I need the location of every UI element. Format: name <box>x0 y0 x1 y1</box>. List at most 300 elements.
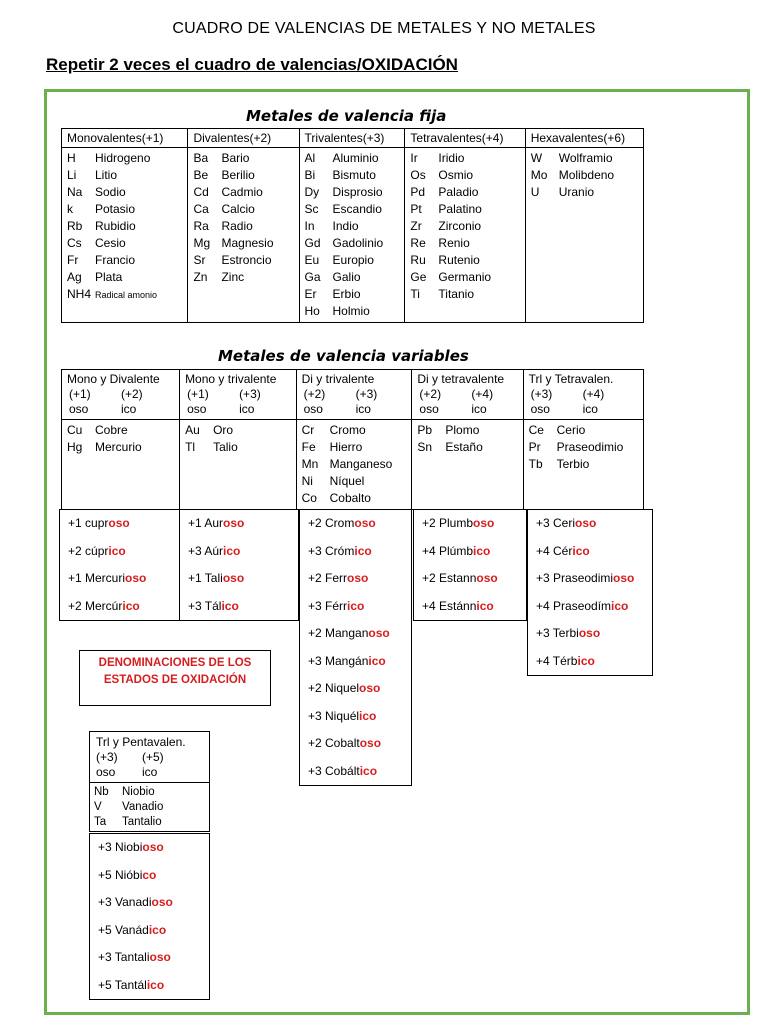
element-entry <box>90 785 209 800</box>
element-symbol: Mo <box>530 168 548 182</box>
element-symbol: Ti <box>410 287 420 301</box>
variables-table <box>61 369 644 510</box>
element-symbol: Cr <box>301 423 315 437</box>
element-symbol: Ge <box>410 270 427 284</box>
element-symbol: Er <box>304 287 317 301</box>
element-name: Cobalto <box>329 491 371 505</box>
fija-header: Divalentes(+2) <box>188 129 299 148</box>
element-entry <box>67 167 182 184</box>
element-name: Osmio <box>438 168 474 182</box>
oxidation-state <box>60 538 179 566</box>
fija-header: Monovalentes(+1) <box>62 129 188 148</box>
denominaciones-line: ESTADOS DE OXIDACIÓN <box>103 674 247 686</box>
element-name: Gadolinio <box>332 236 384 250</box>
fija-col <box>525 148 643 323</box>
variables-h2b: (+3) <box>239 387 261 401</box>
element-name: Niobio <box>122 786 155 798</box>
element-symbol: Mn <box>301 457 319 471</box>
element-symbol: Sr <box>193 253 206 267</box>
oxidation-stem: +2 Mangan <box>308 626 369 640</box>
element-symbol: Ca <box>193 202 209 216</box>
element-symbol: Cs <box>67 236 82 250</box>
penta-h2a: (+3) <box>96 750 118 764</box>
penta-h1: Trl y Pentavalen. <box>96 735 186 749</box>
oxidation-state <box>300 758 411 786</box>
element-symbol: Cu <box>67 423 83 437</box>
variables-h1: Mono y Divalente <box>67 372 160 386</box>
element-symbol: Al <box>304 151 316 165</box>
variables-h3b: ico <box>582 402 598 416</box>
element-symbol: Cd <box>193 185 209 199</box>
element-symbol: Co <box>301 491 317 505</box>
penta-h2b: (+5) <box>142 750 164 764</box>
oxidation-state <box>90 834 209 862</box>
oxidation-stem: +2 Cobalt <box>308 736 360 750</box>
oxidation-state <box>180 565 298 593</box>
doc-subtitle: Repetir 2 veces el cuadro de valencias/OXIDACIÓN <box>46 55 458 74</box>
element-symbol: Mg <box>193 236 211 250</box>
variables-h3 <box>302 402 407 417</box>
oxidation-stem: +3 Tál <box>188 598 222 613</box>
penta-h3a: oso <box>96 765 116 779</box>
element-symbol: Ba <box>193 151 209 165</box>
element-name: Praseodimio <box>556 440 624 454</box>
element-entry <box>67 218 182 235</box>
oxidation-stem: +5 Tantál <box>98 977 147 992</box>
element-name: Indio <box>332 219 359 233</box>
oxidation-stem: +3 Tantali <box>98 950 150 964</box>
oxidation-suffix: oso <box>613 571 635 585</box>
element-name: Rutenio <box>438 253 480 267</box>
oxidation-stem: +2 Estann <box>422 571 477 585</box>
element-name: Wolframio <box>558 151 613 165</box>
element-symbol: Ce <box>528 423 544 437</box>
variables-header <box>62 370 180 420</box>
variables-h1: Di y trivalente <box>301 372 375 386</box>
element-name: Zirconio <box>438 219 482 233</box>
element-name: Níquel <box>329 474 365 488</box>
oxidation-box-2 <box>179 509 299 621</box>
oxidation-suffix: oso <box>476 571 498 585</box>
element-symbol: Ra <box>193 219 209 233</box>
oxidation-state <box>60 510 179 538</box>
element-symbol: Nb <box>94 786 109 798</box>
oxidation-suffix: oso <box>108 516 130 530</box>
element-name: Aluminio <box>332 151 379 165</box>
element-name: Disprosio <box>332 185 383 199</box>
element-name: Paladio <box>438 185 479 199</box>
oxidation-stem: +2 Niquel <box>308 681 360 695</box>
penta-h3 <box>90 765 209 780</box>
oxidation-state <box>90 862 209 890</box>
element-symbol: Ir <box>410 151 418 165</box>
oxidation-suffix: oso <box>368 626 390 640</box>
element-name: Talio <box>213 440 238 454</box>
variables-h3a: oso <box>530 402 550 416</box>
element-entry <box>67 150 182 167</box>
oxidation-stem: +4 Plúmb <box>422 543 474 558</box>
element-entry <box>67 439 174 456</box>
fija-table <box>61 128 644 323</box>
oxidation-suffix: ico <box>611 598 629 613</box>
element-name: Escandio <box>332 202 382 216</box>
element-name: Tantalio <box>122 816 162 828</box>
element-symbol: Os <box>410 168 426 182</box>
variables-h3 <box>417 402 517 417</box>
variables-h2a: (+2) <box>419 387 442 401</box>
element-symbol: Zn <box>193 270 208 284</box>
oxidation-state <box>528 538 652 566</box>
element-entry <box>302 473 407 490</box>
element-entry <box>302 456 407 473</box>
element-name: Holmio <box>332 304 370 318</box>
element-symbol: Fr <box>67 253 79 267</box>
element-symbol: Gd <box>304 236 321 250</box>
fija-header: Hexavalentes(+6) <box>525 129 643 148</box>
oxidation-state <box>60 593 179 621</box>
element-entry <box>410 184 519 201</box>
oxidation-state <box>414 538 526 566</box>
variables-h3 <box>529 402 638 417</box>
element-name: Hidrogeno <box>95 151 151 165</box>
oxidation-box-4 <box>413 509 527 621</box>
element-entry <box>193 150 293 167</box>
variables-h2a: (+3) <box>530 387 553 401</box>
oxidation-state <box>414 593 526 621</box>
element-entry <box>305 167 400 184</box>
element-name: Cobre <box>95 423 128 437</box>
variables-h2a: (+2) <box>303 387 326 401</box>
oxidation-suffix: oso <box>354 516 376 530</box>
element-name: Zinc <box>221 270 245 284</box>
element-entry <box>67 286 182 303</box>
variables-h2 <box>417 387 517 402</box>
fija-col <box>299 148 405 323</box>
fija-title: Metales de valencia fija <box>246 107 447 125</box>
element-symbol: Na <box>67 185 83 199</box>
oxidation-suffix: oso <box>222 571 245 585</box>
variables-h2 <box>529 387 638 402</box>
element-entry <box>410 235 519 252</box>
oxidation-stem: +2 Plumb <box>422 516 474 530</box>
fija-col <box>405 148 525 323</box>
variables-h2a: (+1) <box>69 387 91 401</box>
element-entry <box>305 150 400 167</box>
element-entry <box>193 184 293 201</box>
element-entry <box>410 167 519 184</box>
oxidation-stem: +4 Térb <box>536 653 578 668</box>
penta-h2 <box>90 750 209 765</box>
element-name: Litio <box>95 168 118 182</box>
variables-h2a: (+1) <box>187 387 209 401</box>
element-name: Cerio <box>556 423 586 437</box>
oxidation-suffix: ico <box>221 598 239 613</box>
element-symbol: Eu <box>304 253 320 267</box>
denominaciones-box <box>79 650 271 706</box>
oxidation-state <box>528 648 652 676</box>
element-entry <box>305 218 400 235</box>
element-name: Bismuto <box>332 168 376 182</box>
element-symbol: Ag <box>67 270 82 284</box>
variables-col <box>62 420 180 510</box>
element-entry <box>305 184 400 201</box>
denominaciones-line: DENOMINACIONES DE LOS <box>98 657 252 669</box>
oxidation-suffix: oso <box>149 950 171 964</box>
variables-header <box>523 370 643 420</box>
oxidation-suffix: ico <box>347 598 365 613</box>
element-symbol: W <box>530 151 543 165</box>
variables-h3a: oso <box>419 402 439 416</box>
element-name: Calcio <box>221 202 255 216</box>
element-entry <box>90 800 209 815</box>
element-entry <box>193 235 293 252</box>
element-name: Radical amonio <box>95 290 158 300</box>
element-symbol: V <box>94 801 102 813</box>
element-symbol: Sc <box>304 202 319 216</box>
fija-header: Trivalentes(+3) <box>299 129 405 148</box>
element-entry <box>193 167 293 184</box>
oxidation-stem: +3 Niobi <box>98 840 143 854</box>
element-symbol: Tb <box>528 457 543 471</box>
oxidation-state <box>528 620 652 648</box>
element-entry <box>185 422 291 439</box>
element-name: Germanio <box>438 270 492 284</box>
element-name: Titanio <box>438 287 474 301</box>
oxidation-stem: +4 Estánn <box>422 598 477 613</box>
oxidation-suffix: ico <box>122 598 140 613</box>
variables-title: Metales de valencia variables <box>218 347 469 365</box>
element-entry <box>185 439 291 456</box>
oxidation-suffix: ico <box>359 708 377 723</box>
element-name: Berilio <box>221 168 255 182</box>
element-symbol: Ru <box>410 253 426 267</box>
oxidation-suffix: oso <box>575 516 597 530</box>
element-symbol: Pb <box>417 423 433 437</box>
variables-h1: Trl y Tetravalen. <box>528 372 614 386</box>
element-name: Molibdeno <box>558 168 615 182</box>
oxidation-stem: +3 Vanadi <box>98 895 152 909</box>
oxidation-stem: +3 Aúr <box>188 543 224 558</box>
oxidation-stem: +1 Aur <box>188 516 224 530</box>
oxidation-state <box>300 703 411 731</box>
variables-header <box>296 370 412 420</box>
oxidation-suffix: ico <box>146 977 165 992</box>
oxidation-stem: +5 Vanád <box>98 922 149 937</box>
variables-col <box>296 420 412 510</box>
oxidation-state <box>90 889 209 917</box>
oxidation-suffix: oso <box>142 840 164 854</box>
oxidation-suffix: ico <box>476 598 494 613</box>
element-symbol: Tl <box>185 440 196 454</box>
element-symbol: Hg <box>67 440 83 454</box>
variables-h3b: ico <box>471 402 487 416</box>
element-symbol: Pt <box>410 202 422 216</box>
element-symbol: k <box>67 202 73 216</box>
oxidation-suffix: oso <box>359 736 382 750</box>
element-symbol: NH4 <box>67 287 92 301</box>
element-name: Terbio <box>556 457 590 471</box>
element-symbol: Re <box>410 236 426 250</box>
element-entry <box>531 150 638 167</box>
element-name: Europio <box>332 253 374 267</box>
oxidation-stem: +3 Mangán <box>308 653 369 668</box>
element-name: Bario <box>221 151 250 165</box>
oxidation-suffix: oso <box>578 626 601 640</box>
oxidation-suffix: ico <box>359 763 378 778</box>
oxidation-state <box>300 648 411 676</box>
variables-col <box>523 420 643 510</box>
oxidation-stem: +3 Férr <box>308 598 348 613</box>
element-name: Sodio <box>95 185 126 199</box>
element-name: Cromo <box>329 423 366 437</box>
oxidation-suffix: oso <box>125 571 147 585</box>
oxidation-state <box>180 538 298 566</box>
oxidation-suffix: oso <box>473 516 495 530</box>
element-name: Palatino <box>438 202 482 216</box>
element-symbol: H <box>67 151 76 165</box>
fija-header: Tetravalentes(+4) <box>405 129 525 148</box>
element-entry <box>193 252 293 269</box>
oxidation-suffix: ico <box>108 543 126 558</box>
element-name: Potasio <box>95 202 136 216</box>
element-entry <box>302 422 407 439</box>
element-name: Mercurio <box>95 440 142 454</box>
element-symbol: U <box>530 185 540 199</box>
element-entry <box>302 439 407 456</box>
oxidation-state <box>300 620 411 648</box>
variables-h3b: ico <box>121 402 137 416</box>
oxidation-stem: +1 cupr <box>68 516 109 530</box>
variables-h1: Di y tetravalente <box>417 372 505 386</box>
oxidation-state <box>300 730 411 758</box>
element-symbol: In <box>304 219 315 233</box>
element-name: Manganeso <box>329 457 393 471</box>
oxidation-state <box>300 510 411 538</box>
element-entry <box>193 218 293 235</box>
element-entry <box>531 167 638 184</box>
variables-header <box>412 370 523 420</box>
oxidation-state <box>528 510 652 538</box>
element-symbol: Pr <box>528 440 541 454</box>
element-symbol: Ta <box>94 816 107 828</box>
element-name: Plomo <box>445 423 480 437</box>
element-entry <box>305 201 400 218</box>
oxidation-stem: +1 Mercuri <box>68 571 126 585</box>
oxidation-stem: +3 Ceri <box>536 516 576 530</box>
element-symbol: Pd <box>410 185 426 199</box>
element-symbol: Au <box>185 423 200 437</box>
variables-h2b: (+4) <box>582 387 605 401</box>
oxidation-suffix: ico <box>577 653 595 668</box>
oxidation-suffix: ico <box>473 543 491 558</box>
variables-header <box>180 370 297 420</box>
element-entry <box>305 269 400 286</box>
oxidation-stem: +3 Cróm <box>308 543 355 558</box>
variables-h1: Mono y trivalente <box>185 372 277 386</box>
oxidation-state <box>60 565 179 593</box>
oxidation-suffix: oso <box>223 516 245 530</box>
element-entry <box>302 490 407 507</box>
element-entry <box>305 252 400 269</box>
oxidation-state <box>90 917 209 945</box>
variables-col <box>412 420 523 510</box>
element-entry <box>305 286 400 303</box>
element-name: Iridio <box>438 151 465 165</box>
element-name: Estroncio <box>221 253 272 267</box>
variables-h2b: (+4) <box>471 387 494 401</box>
variables-h2b: (+2) <box>121 387 143 401</box>
oxidation-stem: +4 Cér <box>536 543 573 558</box>
oxidation-stem: +1 Tali <box>188 571 223 585</box>
oxidation-suffix: oso <box>151 895 173 909</box>
element-name: Hierro <box>329 440 363 454</box>
oxidation-stem: +2 cúpr <box>68 543 109 558</box>
oxidation-suffix: oso <box>359 681 381 695</box>
element-entry <box>410 150 519 167</box>
element-symbol: Fe <box>301 440 316 454</box>
element-name: Vanadio <box>122 801 164 813</box>
oxidation-suffix: oso <box>347 571 369 585</box>
variables-h3b: ico <box>239 402 255 416</box>
element-symbol: Ga <box>304 270 321 284</box>
variables-h2 <box>302 387 407 402</box>
element-entry <box>529 422 638 439</box>
element-name: Cadmio <box>221 185 263 199</box>
variables-h3a: oso <box>69 402 89 416</box>
element-symbol: Sn <box>417 440 433 454</box>
element-entry <box>90 815 209 830</box>
penta-header-box <box>89 731 210 783</box>
element-entry <box>529 439 638 456</box>
element-symbol: Bi <box>304 168 316 182</box>
variables-h2 <box>185 387 291 402</box>
oxidation-state <box>300 565 411 593</box>
element-entry <box>67 252 182 269</box>
element-entry <box>410 286 519 303</box>
variables-h2b: (+3) <box>355 387 378 401</box>
element-entry <box>417 422 517 439</box>
oxidation-suffix: ico <box>368 653 386 668</box>
element-entry <box>410 252 519 269</box>
oxidation-box-5 <box>527 509 653 676</box>
penta-oxidation-box <box>89 833 210 1000</box>
element-name: Cesio <box>95 236 126 250</box>
element-entry <box>410 269 519 286</box>
element-entry <box>67 201 182 218</box>
oxidation-stem: +3 Niquél <box>308 708 360 723</box>
element-name: Galio <box>332 270 361 284</box>
element-name: Uranio <box>558 185 595 199</box>
oxidation-state <box>90 972 209 1000</box>
element-name: Estaño <box>445 440 483 454</box>
element-entry <box>531 184 638 201</box>
element-entry <box>305 235 400 252</box>
variables-h3 <box>67 402 174 417</box>
element-entry <box>193 269 293 286</box>
element-name: Radio <box>221 219 253 233</box>
element-name: Renio <box>438 236 470 250</box>
oxidation-stem: +3 Terbi <box>536 626 579 640</box>
variables-col <box>180 420 297 510</box>
element-name: Oro <box>213 423 234 437</box>
element-name: Magnesio <box>221 236 274 250</box>
element-symbol: Ho <box>304 304 320 318</box>
oxidation-suffix: co <box>142 867 157 882</box>
element-entry <box>417 439 517 456</box>
fija-col <box>62 148 188 323</box>
oxidation-suffix: ico <box>148 922 167 937</box>
doc-title: CUADRO DE VALENCIAS DE METALES Y NO METALES <box>172 20 596 37</box>
